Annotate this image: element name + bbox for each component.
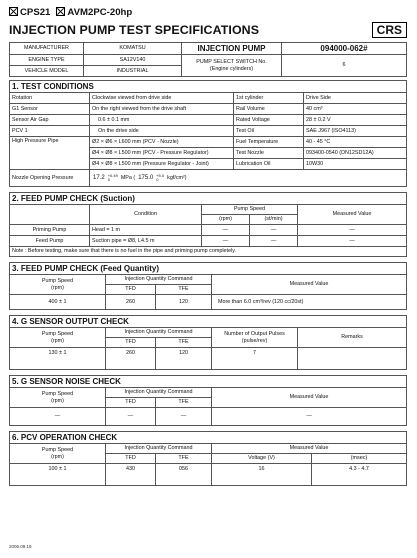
cell: —: [106, 408, 156, 426]
pulses-header: [212, 328, 298, 348]
iqc-header: Injection Quantity Command: [106, 444, 212, 454]
cell: 0.6 ± 0.1 mm: [90, 115, 234, 126]
table-row: [10, 170, 407, 187]
cell: Rotation: [10, 93, 90, 104]
cell: 4.3 - 4.7: [312, 464, 407, 486]
remarks-header: Remarks: [298, 328, 407, 348]
msec-header: (msec): [312, 454, 407, 464]
cell: 40 cm³: [304, 104, 407, 115]
iqc-header: Injection Quantity Command: [106, 275, 212, 285]
table-row: [10, 236, 407, 247]
cell: On the drive side: [90, 126, 234, 137]
table-row: [10, 104, 407, 115]
cell: 120: [156, 295, 212, 310]
table-row: [10, 93, 407, 104]
iqc-header: Injection Quantity Command: [106, 388, 212, 398]
check-cps21: [9, 7, 50, 18]
table-row: [10, 295, 407, 310]
info-table: [9, 42, 407, 77]
check-avm-label: AVM2PC-20hp: [67, 6, 133, 18]
switch-label: [182, 55, 282, 77]
spec-sheet: [9, 5, 407, 486]
switch-value: 6: [282, 55, 407, 77]
cell: —: [202, 236, 250, 247]
cell: 093400-0540 (DN12SD12A): [304, 148, 407, 159]
switch-label-text: PUMP SELECT SWITCH No.: [196, 59, 267, 66]
cell: 10W30: [304, 159, 407, 170]
nop-unit-kgf: kgf/cm²): [167, 174, 187, 181]
cell: Priming Pump: [10, 225, 90, 236]
cell: Rail Volume: [234, 104, 304, 115]
cell: 120: [156, 348, 212, 370]
cell: —: [212, 408, 407, 426]
pump-speed-header: [10, 388, 106, 408]
vehicle-value: INDUSTRIAL: [84, 66, 182, 77]
cell: Test Nozzle: [234, 148, 304, 159]
pump-speed-label: Pump Speed: [41, 331, 74, 338]
check-cps21-label: CPS21: [20, 6, 51, 18]
table-row: [10, 115, 407, 126]
nop-mpa: 17.2: [93, 174, 105, 181]
injection-pump-value: 094000-062#: [282, 43, 407, 55]
feed-pump-suction-table: [9, 204, 407, 257]
pump-speed-header: [10, 444, 106, 464]
cell: 430: [106, 464, 156, 486]
cell: Ø4 × Ø8 × L500 mm (PCV - Pressure Regulator): [90, 148, 234, 159]
voltage-header: Voltage (V): [212, 454, 312, 464]
section-g-sensor-output: 4. G SENSOR OUTPUT CHECK: [9, 315, 407, 327]
cell: 130 ± 1: [10, 348, 106, 370]
g-sensor-output-table: [9, 327, 407, 370]
pcv-operation-table: [9, 443, 407, 486]
nop-kgf-tol-upper: +5.0: [156, 173, 165, 178]
cell: 056: [156, 464, 212, 486]
suction-note: Note : Before testing, make sure that there is no fuel in the pipe and priming pump completely.: [10, 247, 407, 257]
rpm-label: (rpm): [51, 337, 64, 344]
cell: 400 ± 1: [10, 295, 106, 310]
rpm-label: (rpm): [51, 453, 64, 460]
g-sensor-noise-table: [9, 387, 407, 426]
measured-value-header: Measured Value: [212, 275, 407, 295]
section-pcv-operation: 6. PCV OPERATION CHECK: [9, 431, 407, 443]
engine-type-label: ENGINE TYPE: [10, 55, 84, 66]
measured-value-header: Measured Value: [298, 205, 407, 225]
measured-value-header: Measured Value: [212, 388, 407, 408]
blank-cell: [10, 205, 90, 225]
rpm-label: (rpm): [51, 284, 64, 291]
cell: Drive Side: [304, 93, 407, 104]
cell: —: [202, 225, 250, 236]
cell: 260: [106, 348, 156, 370]
nop-unit-mpa: MPa (: [120, 174, 136, 181]
cell: [298, 348, 407, 370]
pump-speed-header: [10, 275, 106, 295]
footer-date: 2006.09.19: [9, 544, 32, 549]
tfe-header: TFE: [156, 338, 212, 348]
table-row: [10, 126, 407, 137]
cell: —: [250, 225, 298, 236]
header-checks: [9, 5, 407, 19]
cell: —: [250, 236, 298, 247]
nop-mpa-tol-lower: 0: [107, 177, 110, 182]
cell: Fuel Temperature: [234, 137, 304, 148]
tfd-header: TFD: [106, 285, 156, 295]
measured-value-header: Measured Value: [212, 444, 407, 454]
tfe-header: TFE: [156, 285, 212, 295]
nozzle-opening-pressure-value: [90, 170, 407, 187]
cell: 100 ± 1: [10, 464, 106, 486]
cell: 260: [106, 295, 156, 310]
cell: SAE J967 (ISO4113): [304, 126, 407, 137]
checkbox-checked-icon: [56, 7, 65, 16]
section-test-conditions: 1. TEST CONDITIONS: [9, 80, 407, 92]
stmin-header: (st/min): [250, 215, 298, 225]
pulses-label: Number of Output Pulses: [224, 331, 285, 338]
table-row: [10, 225, 407, 236]
table-row: [10, 137, 407, 148]
tfd-header: TFD: [106, 338, 156, 348]
table-row: [10, 408, 407, 426]
tfe-header: TFE: [156, 454, 212, 464]
cell: 40 - 45 °C: [304, 137, 407, 148]
condition-header: Condition: [90, 205, 202, 225]
nop-mpa-tol-upper: +0.49: [107, 173, 118, 178]
cell: Head = 1 m: [90, 225, 202, 236]
cell: Test Oil: [234, 126, 304, 137]
cell: 1st cylinder: [234, 93, 304, 104]
cell: Suction pipe = Ø8, L4.5 m: [90, 236, 202, 247]
manufacturer-value: KOMATSU: [84, 43, 182, 55]
tfd-header: TFD: [106, 454, 156, 464]
nop-kgf-tol-lower: 0: [156, 177, 159, 182]
cell: —: [298, 225, 407, 236]
cell: 28 ± 0.2 V: [304, 115, 407, 126]
title-bar: [9, 20, 407, 40]
cell: Clockwise viewed from drive side: [90, 93, 234, 104]
table-row: [10, 464, 407, 486]
checkbox-checked-icon: [9, 7, 18, 16]
high-pressure-pipe-label: High Pressure Pipe: [10, 137, 90, 170]
switch-sub-text: (Engine cylinders): [209, 65, 254, 72]
cell: 7: [212, 348, 298, 370]
pump-speed-header: [10, 328, 106, 348]
cell: —: [298, 236, 407, 247]
cell: Ø2 × Ø6 × L600 mm (PCV - Nozzle): [90, 137, 234, 148]
cell: 16: [212, 464, 312, 486]
section-g-sensor-noise: 5. G SENSOR NOISE CHECK: [9, 375, 407, 387]
page-title: INJECTION PUMP TEST SPECIFICATIONS: [9, 23, 260, 37]
pulses-unit: (pulse/rev): [241, 337, 268, 344]
cell: Sensor Air Gap: [10, 115, 90, 126]
cell: —: [10, 408, 106, 426]
cell: PCV 1: [10, 126, 90, 137]
tfe-header: TFE: [156, 398, 212, 408]
crs-badge: CRS: [372, 22, 407, 38]
tfd-header: TFD: [106, 398, 156, 408]
check-avm: [56, 7, 132, 18]
test-conditions-table: [9, 92, 407, 187]
cell: G1 Sensor: [10, 104, 90, 115]
engine-type-value: SA12V140: [84, 55, 182, 66]
feed-quantity-table: [9, 274, 407, 310]
table-row: [10, 348, 407, 370]
cell: Rated Voltage: [234, 115, 304, 126]
section-feed-quantity: 3. FEED PUMP CHECK (Feed Quantity): [9, 262, 407, 274]
rpm-label: (rpm): [51, 397, 64, 404]
cell: More than 6.0 cm³/rev (120 cc/20st): [212, 295, 407, 310]
rpm-header: (rpm): [202, 215, 250, 225]
pump-speed-header: Pump Speed: [202, 205, 298, 215]
cell: Feed Pump: [10, 236, 90, 247]
injection-pump-label: INJECTION PUMP: [182, 43, 282, 55]
cell: Lubrication Oil: [234, 159, 304, 170]
pump-speed-label: Pump Speed: [41, 278, 74, 285]
pump-speed-label: Pump Speed: [41, 391, 74, 398]
pump-speed-label: Pump Speed: [41, 447, 74, 454]
nop-kgf: 175.0: [138, 174, 154, 181]
cell: —: [156, 408, 212, 426]
cell: On the right viewed from the drive shaft: [90, 104, 234, 115]
manufacturer-label: MANUFACTURER: [10, 43, 84, 55]
iqc-header: Injection Quantity Command: [106, 328, 212, 338]
cell: Ø4 × Ø8 × L500 mm (Pressure Regulator - Joint): [90, 159, 234, 170]
nozzle-opening-pressure-label: Nozzle Opening Pressure: [10, 170, 90, 187]
vehicle-label: VEHICLE MODEL: [10, 66, 84, 77]
section-feed-pump-suction: 2. FEED PUMP CHECK (Suction): [9, 192, 407, 204]
